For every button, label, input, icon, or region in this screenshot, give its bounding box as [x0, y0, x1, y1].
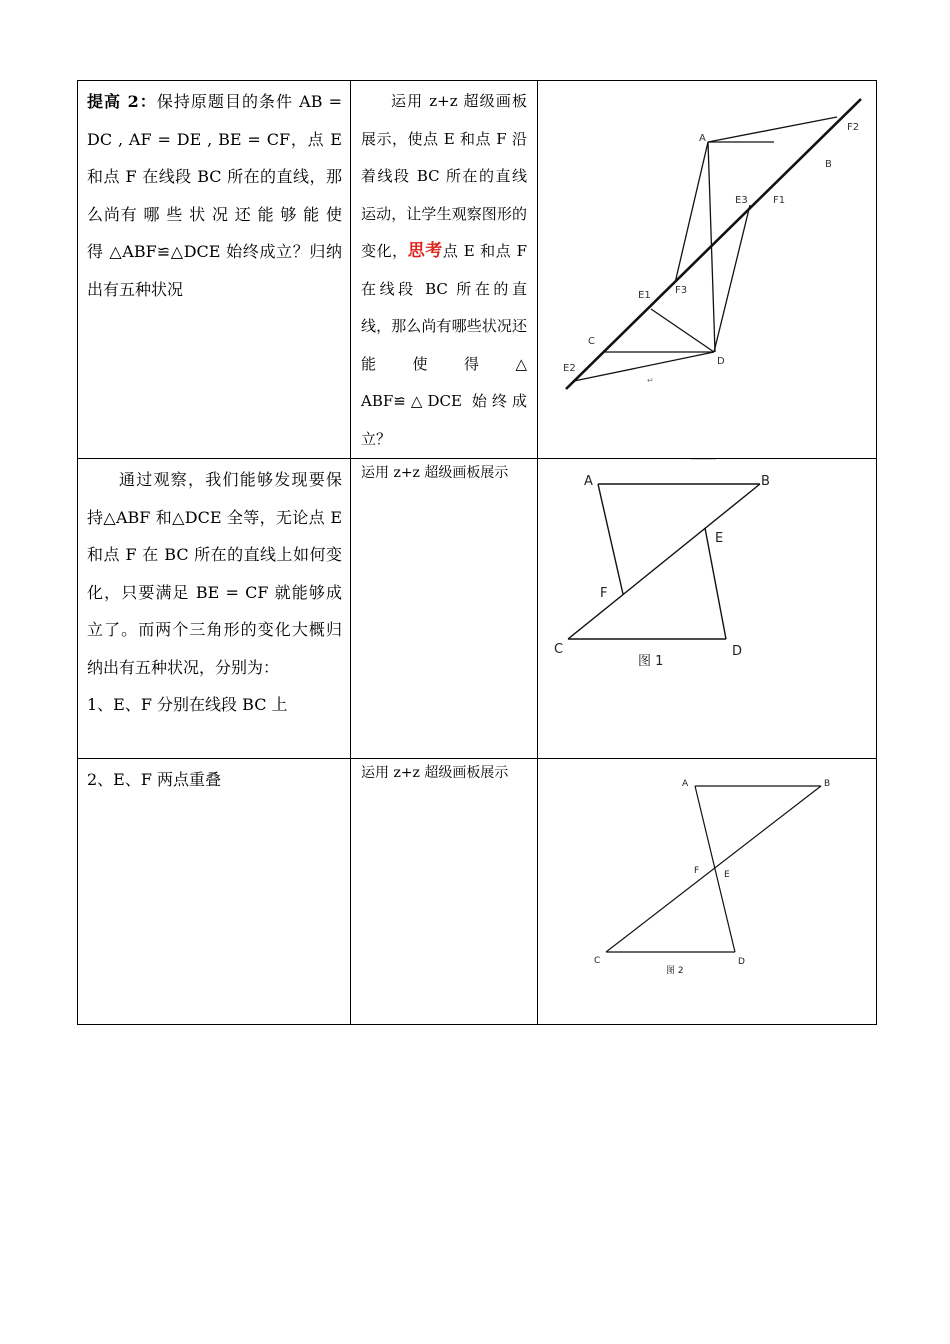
label-b: B [761, 474, 770, 489]
method-text-cont: 点 E 和点 F 在线段 BC 所在的直线，那么尚有哪些状况还 能 使 得 △ ABF≌△DCE 始终成立？ [361, 242, 527, 448]
section-label: 提高 2： [87, 92, 157, 111]
table-cell [78, 759, 351, 1025]
label-f3: F3 [675, 285, 688, 296]
case-2-text: 2、E、F 两点重叠 [87, 770, 222, 789]
table-cell [78, 459, 351, 759]
figure-caption: 图 2 [666, 966, 684, 976]
table-cell [78, 81, 351, 459]
figure-cell [538, 81, 877, 459]
cell-text [351, 81, 537, 458]
lesson-table [77, 80, 877, 1025]
label-b: B [825, 159, 832, 170]
label-e: E [715, 531, 724, 546]
demo-text: 运用 z+z 超级画板展示 [361, 465, 509, 481]
table-cell [351, 459, 538, 759]
think-highlight: 思考 [407, 241, 443, 261]
table-cell [351, 759, 538, 1025]
label-b: B [824, 779, 831, 789]
label-e1: E1 [638, 290, 651, 301]
label-a: A [699, 133, 706, 144]
observation-text: 通过观察，我们能够发现要保持△ABF 和△DCE 全等，无论点 E 和点 F 在 BC 所在的直线上如何变化，只要满足 BE = CF 就能够成立了。而两个三角形的变化大概归纳出有五种状况，分别为： [87, 470, 342, 677]
table-row [78, 759, 877, 1025]
label-a: A [682, 779, 689, 789]
label-d: D [717, 356, 725, 367]
figure-cell [538, 459, 877, 759]
table-cell [351, 81, 538, 459]
segment-a-d [695, 786, 735, 952]
label-f: F [694, 866, 700, 876]
figure-cell [538, 759, 877, 1025]
segment-d-e2 [574, 352, 714, 381]
label-d: D [738, 957, 745, 967]
label-e2: E2 [563, 363, 576, 374]
figure-1 [538, 459, 876, 754]
segment-e1-d [651, 309, 714, 352]
label-c: C [594, 956, 601, 966]
segment-c-b [606, 786, 821, 952]
segment-c-b [568, 484, 760, 639]
label-a: A [584, 474, 593, 489]
label-e3: E3 [735, 195, 748, 206]
label-f: F [600, 586, 608, 601]
table-row [78, 81, 877, 459]
segment-a-f3 [675, 142, 708, 283]
demo-text: 运用 z+z 超级画板展示 [361, 765, 509, 781]
problem-text: 保持原题目的条件 AB = DC , AF = DE , BE = CF，点 E 和点 F 在线段 BC 所在的直线，那么尚有 哪 些 状 况 还 能 够 能 使 得 △ABF≌△DCE 始终成立？归纳出有五种状况 [87, 92, 342, 299]
cell-text [78, 81, 350, 308]
table-row [78, 459, 877, 759]
label-e: E [724, 870, 730, 880]
segment-a-f [598, 484, 623, 594]
label-f1: F1 [773, 195, 786, 206]
return-mark: ↵ [647, 376, 654, 385]
label-f2: F2 [847, 122, 860, 133]
label-c: C [554, 642, 564, 657]
method-text: 运用 z+z 超级画板展示，使点 E 和点 F 沿着线段 BC 所在的直线运动，让学生观察图形的变化， [361, 92, 527, 260]
moving-points-figure [538, 81, 876, 452]
label-c: C [588, 336, 595, 347]
cell-text [78, 459, 350, 724]
case-1-text: 1、E、F 分别在线段 BC 上 [87, 695, 288, 714]
label-d: D [732, 644, 743, 659]
segment-a-f2 [708, 117, 837, 142]
figure-caption: 图 1 [638, 654, 664, 669]
figure-2 [538, 759, 876, 1020]
